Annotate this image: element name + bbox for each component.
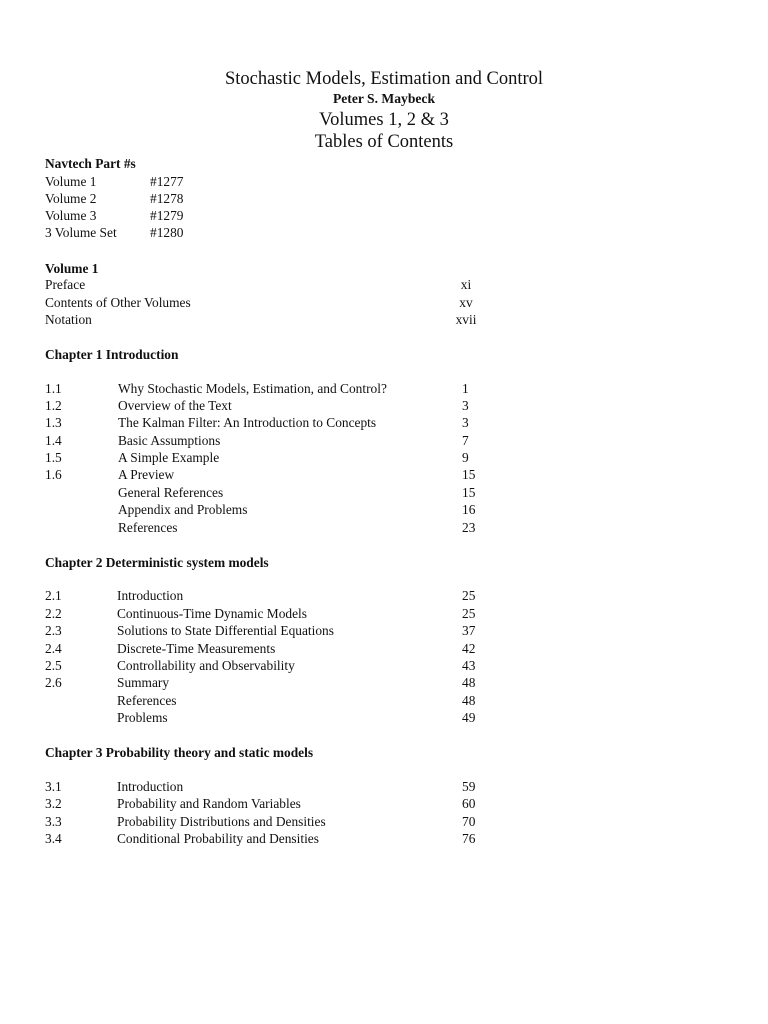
parts-label: 3 Volume Set (45, 225, 117, 240)
parts-label: Volume 3 (45, 208, 97, 223)
chapter-2-heading: Chapter 2 Deterministic system models (45, 555, 269, 570)
section-title: Introduction (117, 779, 184, 794)
section-page: 37 (462, 623, 476, 638)
section-number: 2.1 (45, 588, 62, 603)
section-page: 49 (462, 710, 476, 725)
document-title: Stochastic Models, Estimation and Control (224, 69, 544, 89)
section-page: 3 (462, 398, 469, 413)
chapter-3-heading: Chapter 3 Probability theory and static models (45, 745, 314, 760)
section-page: 3 (462, 415, 469, 430)
section-page: 76 (462, 831, 476, 846)
section-page: 60 (462, 796, 476, 811)
section-number: 2.5 (45, 658, 62, 673)
parts-heading: Navtech Part #s (45, 156, 136, 171)
document-author: Peter S. Maybeck (332, 91, 436, 106)
section-number: 3.3 (45, 814, 62, 829)
section-number: 3.4 (45, 831, 62, 846)
contents-line: Tables of Contents (314, 132, 454, 152)
section-page: 48 (462, 675, 476, 690)
section-title: Controllability and Observability (117, 658, 295, 673)
parts-label: Volume 1 (45, 174, 97, 189)
section-page: 9 (462, 450, 469, 465)
section-page: 16 (462, 502, 476, 517)
section-number: 1.6 (45, 467, 62, 482)
section-page: 43 (462, 658, 476, 673)
section-page: 15 (462, 467, 476, 482)
parts-number: #1278 (150, 191, 184, 206)
section-page: 25 (462, 588, 476, 603)
front-matter-title: Contents of Other Volumes (45, 295, 191, 310)
section-number: 2.2 (45, 606, 62, 621)
section-title: Solutions to State Differential Equations (117, 623, 334, 638)
section-number: 1.4 (45, 433, 62, 448)
section-number: 1.5 (45, 450, 62, 465)
section-title: A Simple Example (118, 450, 220, 465)
section-number: 3.1 (45, 779, 62, 794)
front-matter-title: Preface (45, 277, 86, 292)
section-title: Probability and Random Variables (117, 796, 301, 811)
section-page: 1 (462, 381, 469, 396)
section-number: 1.3 (45, 415, 62, 430)
section-title: Conditional Probability and Densities (117, 831, 319, 846)
section-title: The Kalman Filter: An Introduction to Concepts (118, 415, 377, 430)
section-page: 15 (462, 485, 476, 500)
section-title: A Preview (118, 467, 175, 482)
section-page: 59 (462, 779, 476, 794)
section-title: Problems (117, 710, 168, 725)
section-number: 2.4 (45, 641, 62, 656)
section-page: 25 (462, 606, 476, 621)
section-title: Summary (117, 675, 170, 690)
section-title: Continuous-Time Dynamic Models (117, 606, 307, 621)
front-matter-page: xv (459, 295, 473, 310)
parts-label: Volume 2 (45, 191, 97, 206)
front-matter-page: xi (460, 277, 472, 292)
section-page: 70 (462, 814, 476, 829)
parts-number: #1280 (150, 225, 184, 240)
section-number: 2.6 (45, 675, 62, 690)
section-number: 1.1 (45, 381, 62, 396)
section-title: Overview of the Text (118, 398, 232, 413)
section-title: Why Stochastic Models, Estimation, and Control? (118, 381, 387, 396)
section-page: 7 (462, 433, 469, 448)
section-title: Discrete-Time Measurements (117, 641, 276, 656)
volumes-line: Volumes 1, 2 & 3 (319, 110, 449, 130)
section-page: 48 (462, 693, 476, 708)
front-matter-title: Notation (45, 312, 92, 327)
section-title: References (117, 693, 177, 708)
section-title: Introduction (117, 588, 184, 603)
section-title: References (118, 520, 178, 535)
section-title: General References (118, 485, 224, 500)
parts-number: #1277 (150, 174, 184, 189)
chapter-1-heading: Chapter 1 Introduction (45, 347, 179, 362)
section-number: 2.3 (45, 623, 62, 638)
section-number: 3.2 (45, 796, 62, 811)
section-number: 1.2 (45, 398, 62, 413)
section-page: 42 (462, 641, 476, 656)
front-matter-page: xvii (455, 312, 477, 327)
section-title: Probability Distributions and Densities (117, 814, 326, 829)
volume-1-heading: Volume 1 (45, 261, 99, 276)
section-title: Basic Assumptions (118, 433, 221, 448)
parts-number: #1279 (150, 208, 184, 223)
section-title: Appendix and Problems (118, 502, 248, 517)
section-page: 23 (462, 520, 476, 535)
